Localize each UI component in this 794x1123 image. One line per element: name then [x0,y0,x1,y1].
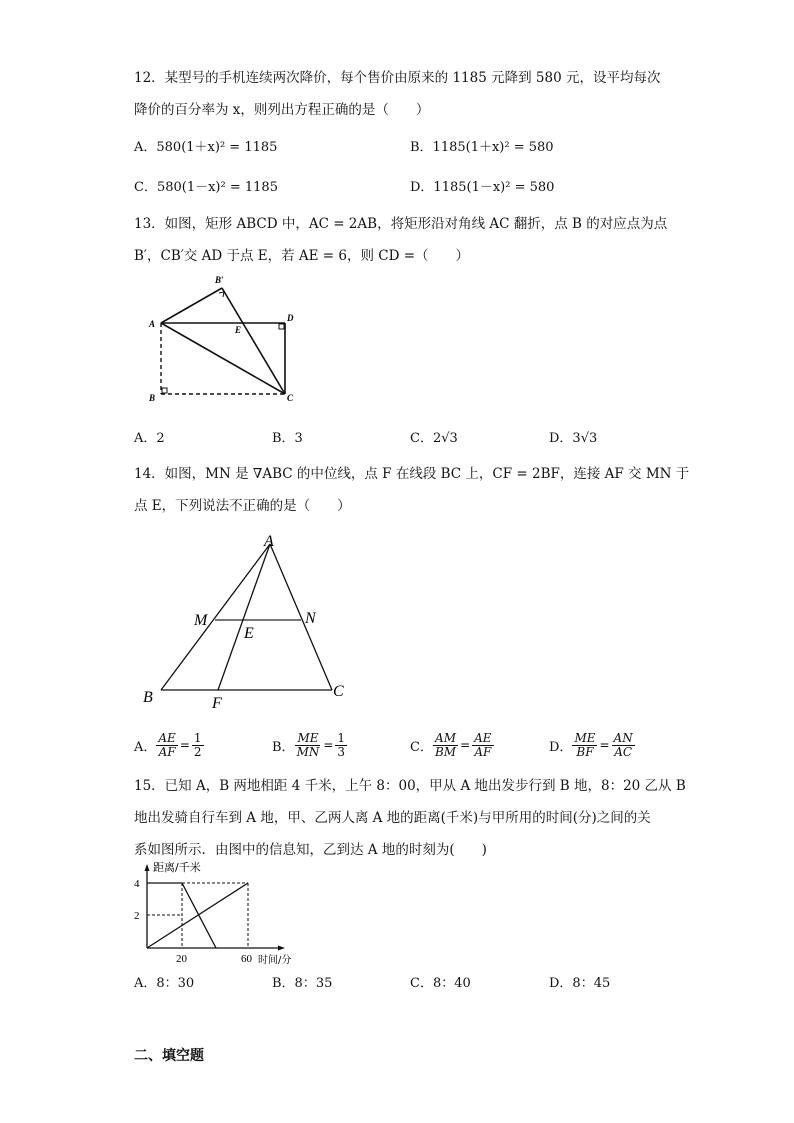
q12-line2: 降价的百分率为 x，则列出方程正确的是（ ） [134,102,430,118]
q14-triangle-figure [135,528,355,710]
fraction-ae-af [472,732,493,758]
q14-option-c [410,728,494,762]
q12-option-a: A．580(1＋x)² = 1185 [134,140,278,155]
segment-b-prime-c [222,288,285,394]
right-angle-d [279,324,284,329]
segment-af [218,544,270,690]
fraction-am-bm [433,732,458,758]
q12-option-b: B．1185(1＋x)² = 580 [410,140,554,155]
q12-line1: 12．某型号的手机连续两次降价，每个售价由原来的 1185 元降到 580 元，设平均每次 [134,70,661,86]
label-n: N [305,610,316,627]
y-tick-2: 2 [134,910,140,922]
fraction-me-mn [295,732,322,758]
right-angle-b [162,388,167,393]
q15-line1: 15．已知 A，B 两地相距 4 千米，上午 8：00，甲从 A 地出发步行到 B 地，8：20 乙从 B [134,778,686,794]
y-axis-arrow [145,864,150,871]
q15-option-c: C．8：40 [410,976,471,991]
q13-option-d: D．3√3 [549,431,598,446]
q15-option-d: D．8：45 [549,976,611,991]
q15-line2: 地出发骑自行车到 A 地，甲、乙两人离 A 地的距离(千米)与甲所用的时间(分)之间的关 [134,810,651,826]
label-a: A [264,533,274,550]
equals-sign: = [599,738,610,752]
fraction-me-bf [572,732,597,758]
fraction-one-third [335,732,347,758]
label-c: C [333,683,344,700]
diagonal-ac [161,323,285,394]
frac-num: ME [297,730,319,745]
q14-line1: 14．如图，MN 是 ∇ABC 的中位线，点 F 在线段 BC 上，CF = 2BF，连接 AF 交 MN 于 [134,466,690,482]
q14-option-b-letter: B． [272,739,295,755]
side-ab [161,544,270,690]
right-angle-b-prime [219,292,224,297]
q12-option-d: D．1185(1－x)² = 580 [410,180,555,195]
y-tick-4: 4 [134,878,140,890]
equals-sign: = [179,738,190,752]
yi-bike-line [182,883,216,948]
fraction-one-half [192,732,204,758]
section-heading: 二、填空题 [134,1048,204,1064]
frac-den: MN [296,744,320,759]
q13-option-b: B．3 [272,431,303,446]
frac-num: ME [574,730,596,745]
q14-option-d-letter: D． [549,739,573,755]
q13-option-c: C．2√3 [410,431,458,446]
label-e: E [244,625,254,642]
x-tick-20: 20 [176,953,187,965]
frac-den: AF [158,744,176,759]
q14-line2: 点 E，下列说法不正确的是（ ） [134,498,351,514]
equals-sign: = [323,738,334,752]
frac-den: AF [474,744,492,759]
q14-option-a-letter: A． [134,739,157,755]
q15-distance-time-graph [130,860,310,970]
side-ac [270,544,332,690]
frac-num: AM [435,730,456,745]
label-e: E [235,325,242,335]
fraction-an-ac [612,732,635,758]
frac-den: 3 [337,744,346,759]
q14-option-c-letter: C． [410,739,433,755]
frac-num: AN [613,730,633,745]
x-axis-arrow [278,946,285,951]
q13-line1: 13．如图，矩形 ABCD 中，AC = 2AB，将矩形沿对角线 AC 翻折，点 B 的对应点为点 [134,216,668,232]
segment-ab-prime [161,288,222,323]
q13-line2: B′，CB′交 AD 于点 E，若 AE = 6，则 CD =（ ） [134,248,470,264]
x-tick-60: 60 [241,953,252,965]
frac-num: 1 [193,730,202,745]
frac-num: AE [158,730,176,745]
label-d: D [287,313,294,323]
q13-option-a: A．2 [134,431,165,446]
label-f: F [212,695,222,710]
q14-option-b [272,728,347,762]
equals-sign: = [460,738,471,752]
q14-option-d [549,728,635,762]
y-axis-label: 距离/千米 [153,861,201,874]
label-c: C [287,393,294,403]
fraction-ae-af [156,732,177,758]
q14-option-a [134,728,204,762]
frac-den: BF [576,744,594,759]
q15-option-a: A．8：30 [134,976,195,991]
q13-rectangle-figure [140,270,310,410]
frac-den: 2 [193,744,202,759]
frac-den: AC [614,744,633,759]
frac-num: 1 [337,730,346,745]
q12-option-c: C．580(1－x)² = 1185 [134,180,278,195]
label-b: B [143,689,153,706]
q15-line3: 系如图所示．由图中的信息知，乙到达 A 地的时刻为( ) [134,842,487,858]
frac-num: AE [474,730,492,745]
q15-option-b: B．8：35 [272,976,333,991]
label-a: A [149,319,156,329]
frac-den: BM [434,744,457,759]
label-m: M [194,612,208,629]
x-axis-label: 时间/分 [258,955,292,966]
label-b: B [149,393,156,403]
label-b-prime: B′ [215,275,224,285]
